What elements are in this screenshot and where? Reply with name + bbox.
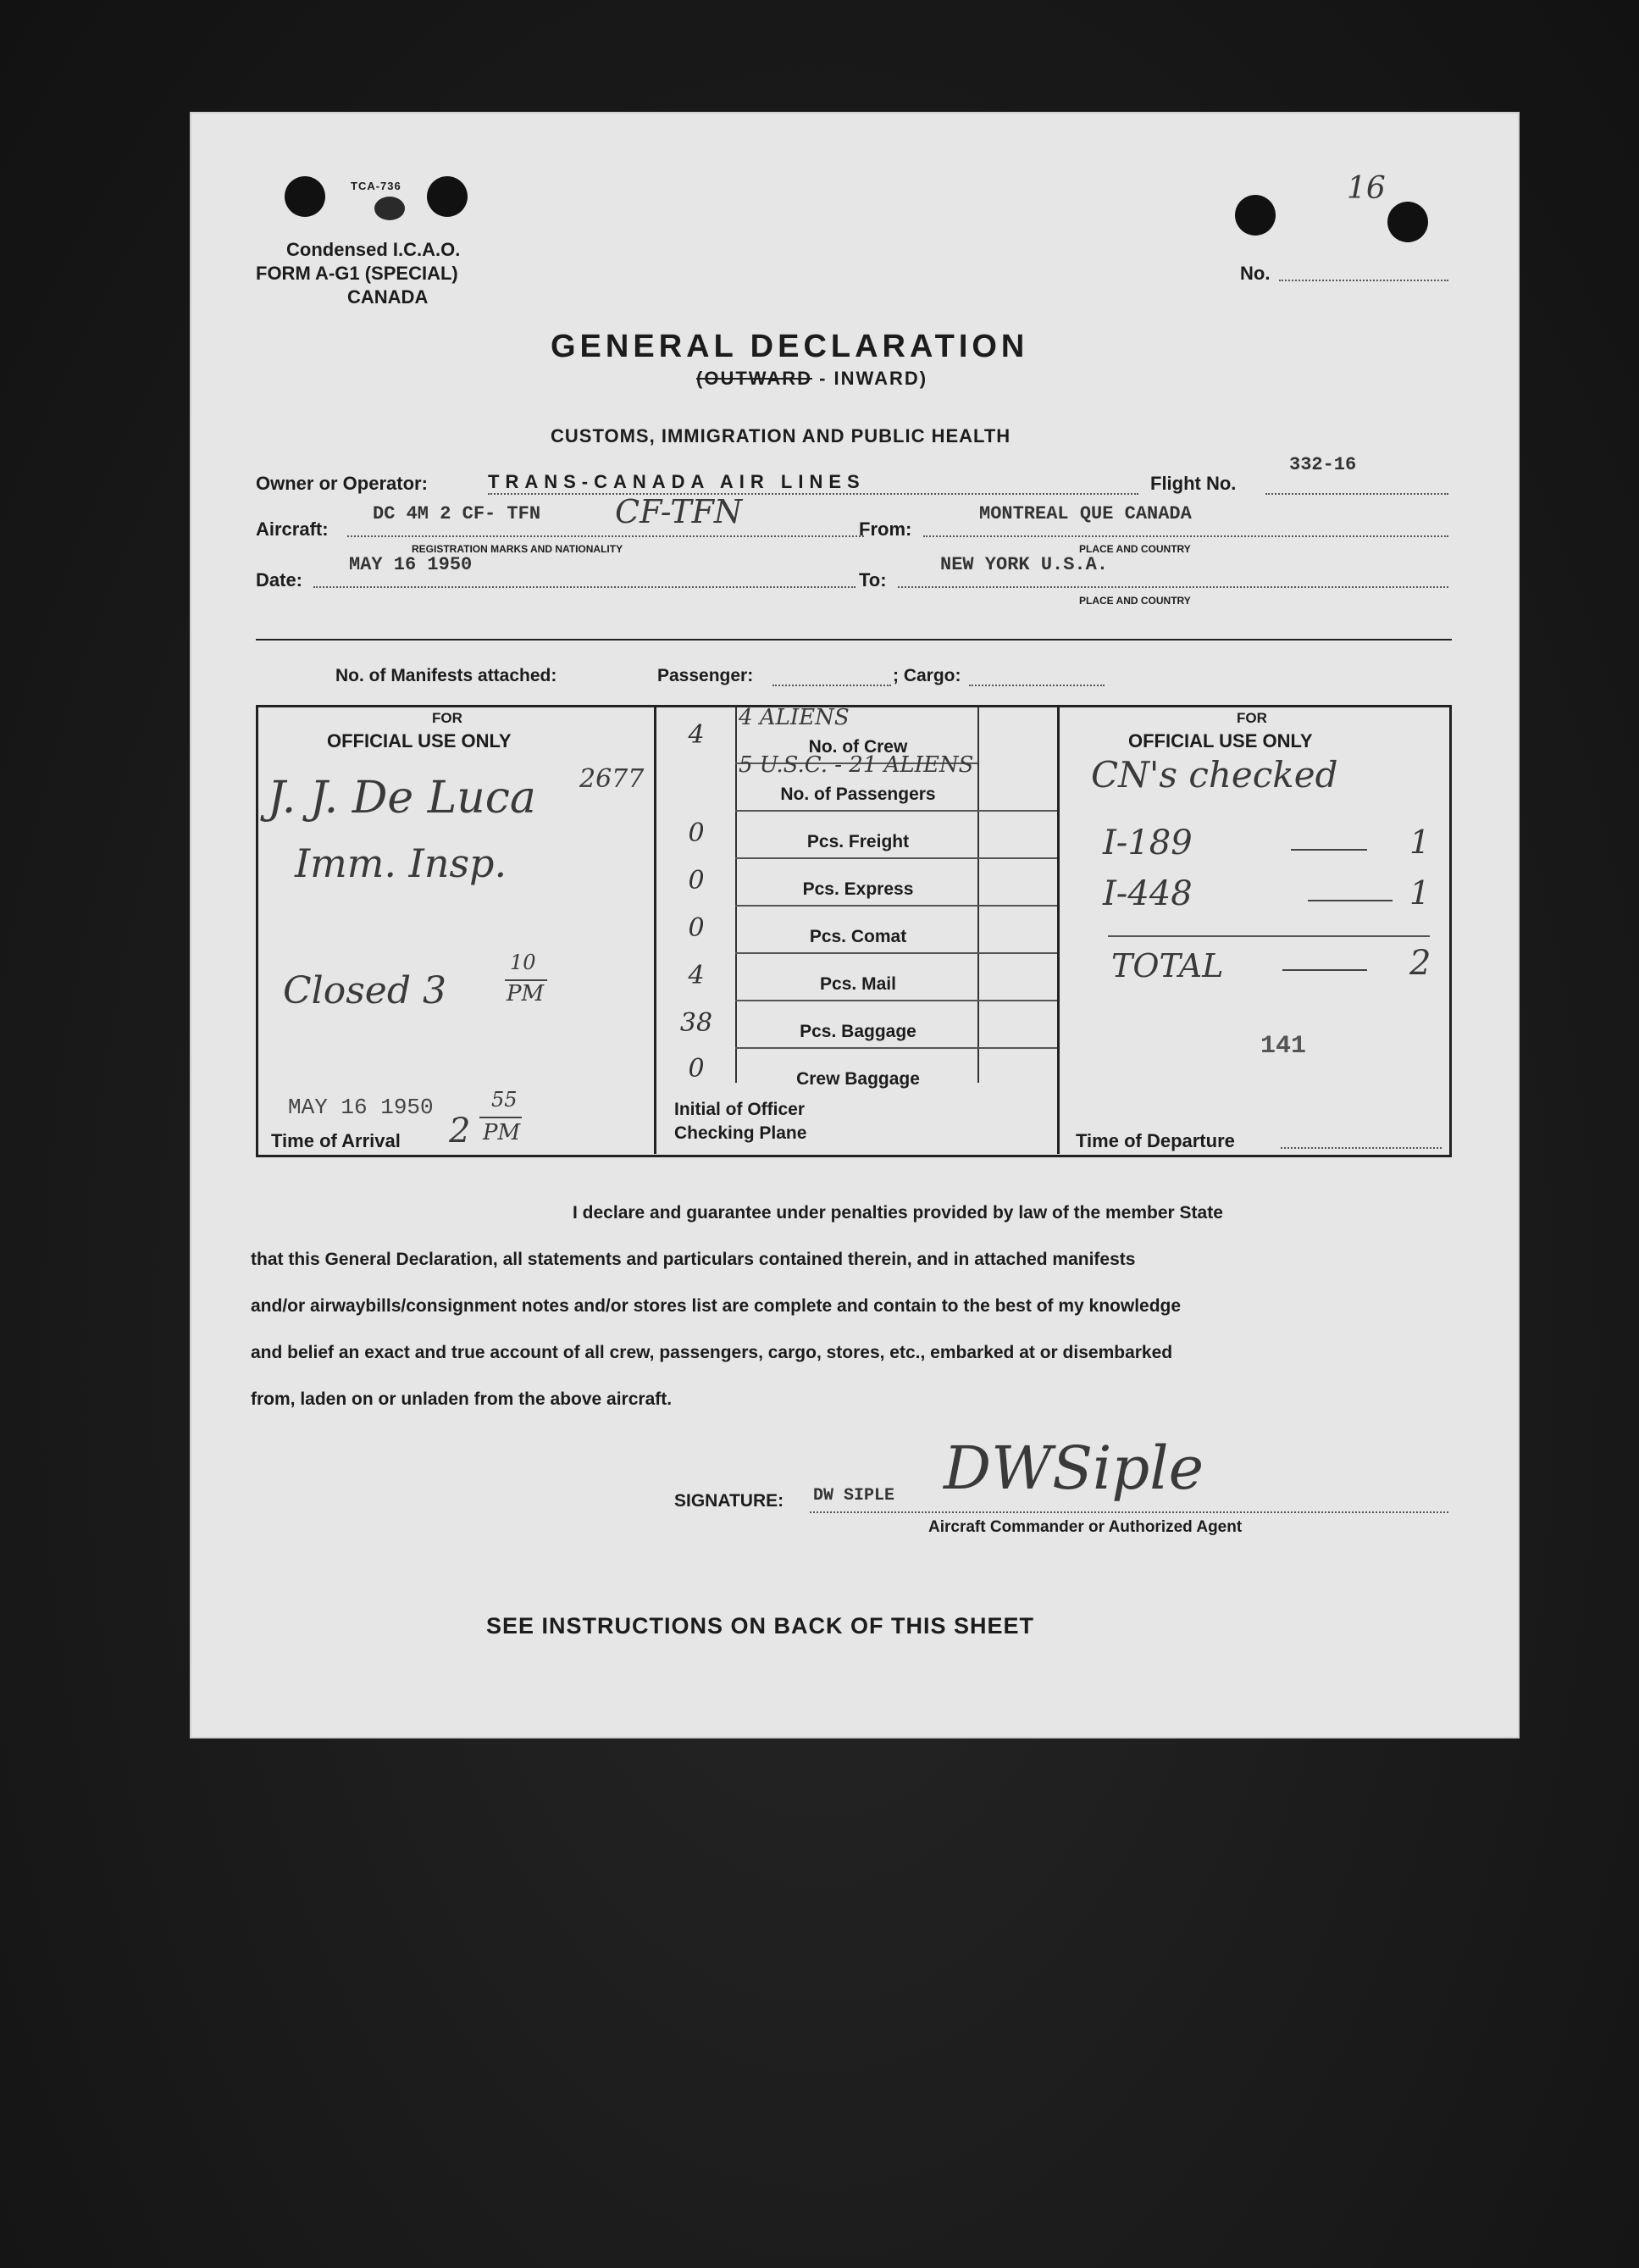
commander-signature: DWSiple xyxy=(944,1433,1204,1503)
owner-label: Owner or Operator: xyxy=(256,473,428,494)
punch-hole xyxy=(427,176,468,217)
place-caption-from: PLACE AND COUNTRY xyxy=(1079,543,1191,555)
form-no-label: No. xyxy=(1240,263,1271,284)
total-label: TOTAL xyxy=(1111,947,1224,984)
line2-value: 1 xyxy=(1409,874,1431,912)
right-official: OFFICIAL USE ONLY xyxy=(1128,730,1313,751)
passenger-note: 5 U.S.C. - 21 ALIENS xyxy=(739,752,974,778)
form-name: FORM A-G1 (SPECIAL) xyxy=(256,263,458,284)
arrival-hour: 2 xyxy=(449,1112,471,1151)
closed-minutes: 10 xyxy=(510,951,536,974)
line1-value: 1 xyxy=(1409,823,1431,861)
date-label: Date: xyxy=(256,569,303,591)
inspector-number: 2677 xyxy=(579,764,645,794)
from-value: MONTREAL QUE CANADA xyxy=(979,503,1192,524)
mail-count: 4 xyxy=(688,961,705,990)
declaration-line-5: from, laden on or unladen from the above aircraft. xyxy=(251,1389,673,1409)
checking-plane-label: Checking Plane xyxy=(674,1123,807,1143)
flight-label: Flight No. xyxy=(1150,473,1237,494)
signature-label: SIGNATURE: xyxy=(674,1491,784,1511)
line1-code: I-189 xyxy=(1103,823,1193,862)
crew-note: 4 ALIENS xyxy=(739,705,850,730)
arrival-pm: PM xyxy=(483,1120,521,1145)
divider xyxy=(256,639,1452,640)
declaration-line-1: I declare and guarantee under penalties provided by law of the member State xyxy=(573,1203,1223,1223)
cns-checked: CN's checked xyxy=(1091,754,1338,796)
aircraft-typed: DC 4M 2 CF- TFN xyxy=(373,503,541,524)
form-code: TCA-736 xyxy=(351,180,401,192)
aircraft-label: Aircraft: xyxy=(256,518,329,540)
crew-baggage-count: 0 xyxy=(688,1054,705,1084)
instructions-footer: SEE INSTRUCTIONS ON BACK OF THIS SHEET xyxy=(486,1613,1035,1639)
total-value: 2 xyxy=(1409,944,1431,983)
to-label: To: xyxy=(859,569,887,591)
freight-label: Pcs. Freight xyxy=(806,832,910,851)
form-number: 16 xyxy=(1347,171,1386,206)
arrival-label: Time of Arrival xyxy=(271,1130,401,1151)
comat-label: Pcs. Comat xyxy=(809,927,907,946)
page-title: GENERAL DECLARATION xyxy=(551,329,1029,364)
passenger-label: No. of Passengers xyxy=(780,785,936,804)
right-for: FOR xyxy=(1237,710,1267,726)
initial-officer-label: Initial of Officer xyxy=(674,1100,806,1119)
punch-hole xyxy=(285,176,325,217)
punch-hole xyxy=(1387,202,1428,242)
form-condensed: Condensed I.C.A.O. xyxy=(286,239,461,260)
baggage-label: Pcs. Baggage xyxy=(800,1022,916,1041)
punch-hole xyxy=(1235,195,1276,236)
signature-caption: Aircraft Commander or Authorized Agent xyxy=(928,1518,1243,1536)
inspector-title: Imm. Insp. xyxy=(295,840,507,886)
left-official: OFFICIAL USE ONLY xyxy=(327,730,512,751)
express-label: Pcs. Express xyxy=(802,879,914,899)
stamp-number: 141 xyxy=(1260,1032,1307,1061)
comat-count: 0 xyxy=(688,913,705,943)
left-for: FOR xyxy=(432,710,462,726)
owner-value: TRANS-CANADA AIR LINES xyxy=(488,471,866,492)
manifests-passenger-label: Passenger: xyxy=(657,666,754,685)
date-value: MAY 16 1950 xyxy=(349,554,473,575)
line2-code: I-448 xyxy=(1103,874,1193,913)
direction-inward: - INWARD) xyxy=(819,368,928,389)
crew-count: 4 xyxy=(688,720,705,750)
signature-typed: DW SIPLE xyxy=(813,1486,895,1506)
mail-label: Pcs. Mail xyxy=(820,974,896,994)
arrival-stamp-date: MAY 16 1950 xyxy=(288,1095,434,1120)
declaration-line-4: and belief an exact and true account of all crew, passengers, cargo, stores, etc., embarked at or disembarked xyxy=(251,1343,1173,1362)
form-country: CANADA xyxy=(347,286,429,308)
form-sheet xyxy=(190,112,1520,1738)
crew-label: No. of Crew xyxy=(808,737,908,757)
closed-time: Closed 3 xyxy=(283,969,446,1012)
aircraft-handwritten: CF-TFN xyxy=(615,493,743,530)
crew-baggage-label: Crew Baggage xyxy=(796,1069,920,1089)
declaration-line-3: and/or airwaybills/consignment notes and/or stores list are complete and contain to the best of my knowledge xyxy=(251,1296,1182,1316)
arrival-minutes: 55 xyxy=(491,1088,518,1112)
registration-caption: REGISTRATION MARKS AND NATIONALITY xyxy=(412,543,623,555)
form-subtitle: CUSTOMS, IMMIGRATION AND PUBLIC HEALTH xyxy=(551,425,1011,446)
place-caption-to: PLACE AND COUNTRY xyxy=(1079,595,1191,607)
manifests-cargo-label: ; Cargo: xyxy=(893,666,961,685)
emblem-icon xyxy=(374,197,405,220)
freight-count: 0 xyxy=(688,818,705,848)
form-direction xyxy=(696,368,927,390)
inspector-signature: J. J. De Luca xyxy=(268,773,536,823)
from-label: From: xyxy=(859,518,912,540)
closed-pm: PM xyxy=(507,981,545,1006)
manifests-label: No. of Manifests attached: xyxy=(335,666,557,685)
express-count: 0 xyxy=(688,866,705,896)
departure-label: Time of Departure xyxy=(1076,1130,1235,1151)
to-value: NEW YORK U.S.A. xyxy=(940,554,1109,575)
baggage-count: 38 xyxy=(679,1008,713,1038)
declaration-line-2: that this General Declaration, all statements and particulars contained therein, and in attached manifests xyxy=(251,1250,1136,1269)
direction-outward: (OUTWARD xyxy=(696,368,812,389)
flight-value: 332-16 xyxy=(1289,454,1357,475)
